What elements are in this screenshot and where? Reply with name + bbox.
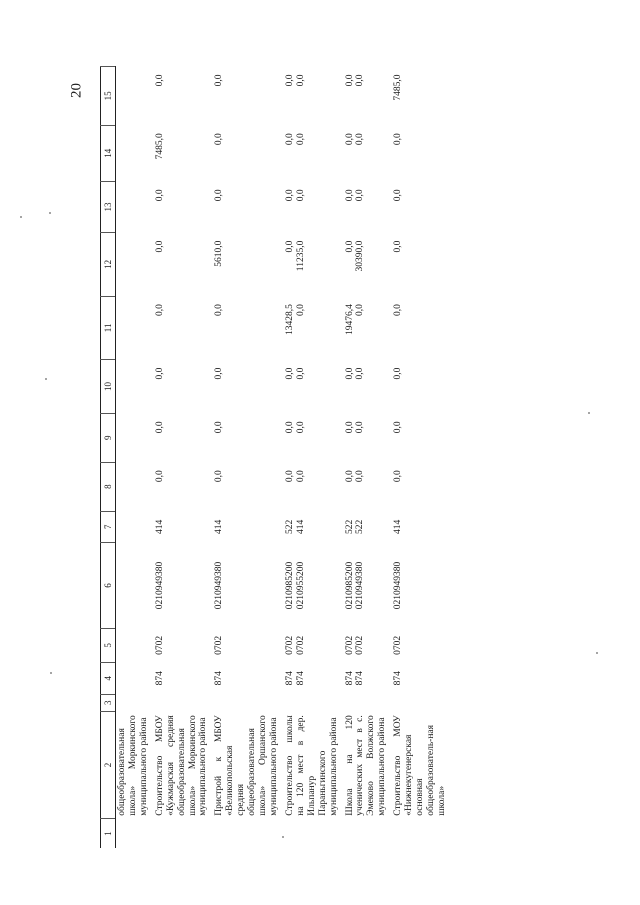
cell-line: 0,0: [344, 133, 355, 146]
cell-vr: [344, 511, 393, 543]
col-header: 10: [101, 360, 116, 414]
cell-value: 0,0: [214, 133, 225, 146]
cell-line: 0,0: [344, 74, 355, 87]
cell-gr: 874: [214, 671, 225, 686]
col-header: 8: [101, 462, 116, 511]
cell-line: 0,0: [295, 304, 306, 317]
object-name: Школа на 120 ученических мест в с. Эмеково Волжского муниципального района: [344, 715, 388, 816]
cell-value: [284, 233, 344, 296]
cell-value: 0,0: [154, 189, 165, 202]
cell-value: 0,0: [393, 189, 404, 202]
scan-speck: [45, 378, 47, 380]
cell-line: 874: [355, 671, 366, 686]
cell-line: 0,0: [284, 470, 295, 483]
cell-rz: 0702: [214, 635, 225, 655]
col-header: 7: [101, 511, 116, 543]
cell-line: 0702: [355, 635, 366, 655]
cell-line: 19476,4: [344, 304, 355, 336]
cell-line: 0702: [295, 635, 306, 655]
cell-line: 0,0: [284, 367, 295, 380]
cell-line: 522: [344, 519, 355, 535]
col-header: 3: [101, 694, 116, 711]
cell-line: 0702: [344, 635, 355, 655]
cell-rz: [284, 628, 344, 662]
cell-line: 11235,0: [295, 240, 306, 272]
cell-value: 0,0: [393, 367, 404, 380]
cell-value: [284, 125, 344, 181]
col-header: 5: [101, 628, 116, 662]
cell-value: [344, 296, 393, 359]
cell-line: 874: [344, 671, 355, 686]
cell-value: 5610,0: [214, 240, 225, 267]
cell-line: 522: [355, 519, 366, 535]
cell-csr: [344, 543, 393, 628]
cell-value: 0,0: [393, 133, 404, 146]
object-name: Пристрой к МБОУ «Великопольская средняя общеобразовательная школа» Оршанского муниципального района: [214, 715, 279, 816]
cell-line: 0,0: [295, 470, 306, 483]
cell-value: [284, 181, 344, 232]
col-header: 13: [101, 181, 116, 232]
cell-value: [344, 462, 393, 511]
table-row: [392, 67, 452, 849]
scan-speck: [20, 216, 22, 218]
cell-rz: 0702: [393, 635, 404, 655]
header-row: [101, 67, 116, 849]
cell-line: 0702: [284, 635, 295, 655]
cell-line: 0210985200: [284, 561, 295, 610]
cell-value: [284, 296, 344, 359]
cell-line: 0,0: [295, 74, 306, 87]
cell-line: 874: [284, 671, 295, 686]
cell-csr: 0210949380: [393, 561, 404, 610]
col-header: 14: [101, 125, 116, 181]
cell-value: 0,0: [393, 304, 404, 317]
scan-speck: [50, 672, 52, 674]
budget-table-rotated: [100, 66, 532, 848]
cell-line: 0,0: [295, 367, 306, 380]
cell-line: 0,0: [355, 421, 366, 434]
table-row: [344, 67, 393, 849]
cell-vr: 414: [214, 519, 225, 535]
cell-line: 522: [284, 519, 295, 535]
object-name: Строительство школы на 120 мест в дер. Ильпанур Параньгинского муниципального района: [284, 715, 339, 816]
cell-value: [344, 360, 393, 414]
page-number: 20: [68, 83, 85, 98]
cell-rz: 0702: [154, 635, 165, 655]
cell-line: 0,0: [295, 133, 306, 146]
cell-value: [344, 413, 393, 462]
cell-gr: 874: [393, 671, 404, 686]
cell-value: 0,0: [214, 74, 225, 87]
cell-value: 0,0: [154, 240, 165, 253]
cell-value: [344, 233, 393, 296]
col-header: 4: [101, 662, 116, 694]
col-header: 11: [101, 296, 116, 359]
cell-line: 0,0: [284, 421, 295, 434]
cell-value: 0,0: [154, 421, 165, 434]
cell-csr: 0210949380: [154, 561, 165, 610]
cell-line: 0,0: [284, 133, 295, 146]
col-header: 12: [101, 233, 116, 296]
col-header: 1: [101, 819, 116, 848]
cell-line: 0,0: [355, 74, 366, 87]
cell-value: [284, 462, 344, 511]
table-row: [284, 67, 344, 849]
cell-line: 0,0: [295, 189, 306, 202]
cell-vr: 414: [154, 519, 165, 535]
cell-value: [344, 67, 393, 126]
cell-csr: 0210949380: [214, 561, 225, 610]
cell-line: 30390,0: [355, 240, 366, 272]
cell-line: 13428,5: [284, 304, 295, 336]
scan-speck: [588, 412, 590, 414]
cell-value: 0,0: [154, 470, 165, 483]
cell-line: 414: [295, 519, 306, 535]
budget-table: [100, 66, 452, 848]
cell-value: [284, 360, 344, 414]
object-name: общеобразовательная школа» Моркинского муниципального района: [117, 715, 149, 816]
table-row: [154, 67, 214, 849]
cell-line: 0210955200: [295, 561, 306, 610]
cell-line: 0,0: [284, 240, 295, 253]
cell-line: 0,0: [355, 304, 366, 317]
scan-speck: [282, 836, 284, 838]
cell-value: [344, 181, 393, 232]
object-name: Строительство МБОУ «Кужмарская средняя общеобразовательная школа» Моркинского муниципального района: [154, 715, 209, 816]
cell-value: 7485,0: [154, 133, 165, 160]
cell-value: 0,0: [214, 470, 225, 483]
cell-line: 0,0: [344, 470, 355, 483]
cell-line: 0,0: [344, 421, 355, 434]
table-row: [213, 67, 284, 849]
cell-line: 0210949380: [355, 561, 366, 610]
cell-rz: [344, 628, 393, 662]
cell-value: 0,0: [214, 367, 225, 380]
cell-value: 0,0: [214, 421, 225, 434]
cell-value: 0,0: [154, 304, 165, 317]
cell-value: 7485,0: [393, 74, 404, 101]
cell-line: 0,0: [344, 367, 355, 380]
cell-vr: 414: [393, 519, 404, 535]
cell-vr: [284, 511, 344, 543]
cell-line: 0,0: [355, 470, 366, 483]
cell-gr: 874: [154, 671, 165, 686]
cell-value: [284, 67, 344, 126]
cell-line: 0,0: [355, 189, 366, 202]
col-header: 6: [101, 543, 116, 628]
cell-value: [284, 413, 344, 462]
scan-speck: [49, 212, 51, 214]
cell-value: 0,0: [154, 367, 165, 380]
col-header: 9: [101, 413, 116, 462]
col-header: 2: [101, 711, 116, 818]
cell-value: [344, 125, 393, 181]
cell-value: 0,0: [214, 189, 225, 202]
object-name: Строительство МОУ «Нижнекугенерская основная общеобразователь-ная школа»: [393, 715, 447, 816]
cell-line: 874: [295, 671, 306, 686]
cell-value: 0,0: [393, 421, 404, 434]
cell-line: 0,0: [344, 189, 355, 202]
cell-value: 0,0: [154, 74, 165, 87]
cell-value: 0,0: [214, 304, 225, 317]
cell-line: 0,0: [355, 367, 366, 380]
cell-value: 0,0: [393, 470, 404, 483]
scan-speck: [596, 652, 598, 654]
cell-value: 0,0: [393, 240, 404, 253]
col-header: 15: [101, 67, 116, 126]
cell-line: 0,0: [284, 189, 295, 202]
cell-line: 0,0: [295, 421, 306, 434]
cell-line: 0,0: [355, 133, 366, 146]
cell-line: 0,0: [344, 240, 355, 253]
cell-gr: [344, 662, 393, 694]
cell-csr: [284, 543, 344, 628]
cell-line: 0210985200: [344, 561, 355, 610]
cell-gr: [284, 662, 344, 694]
table-row: [116, 67, 154, 849]
cell-line: 0,0: [284, 74, 295, 87]
